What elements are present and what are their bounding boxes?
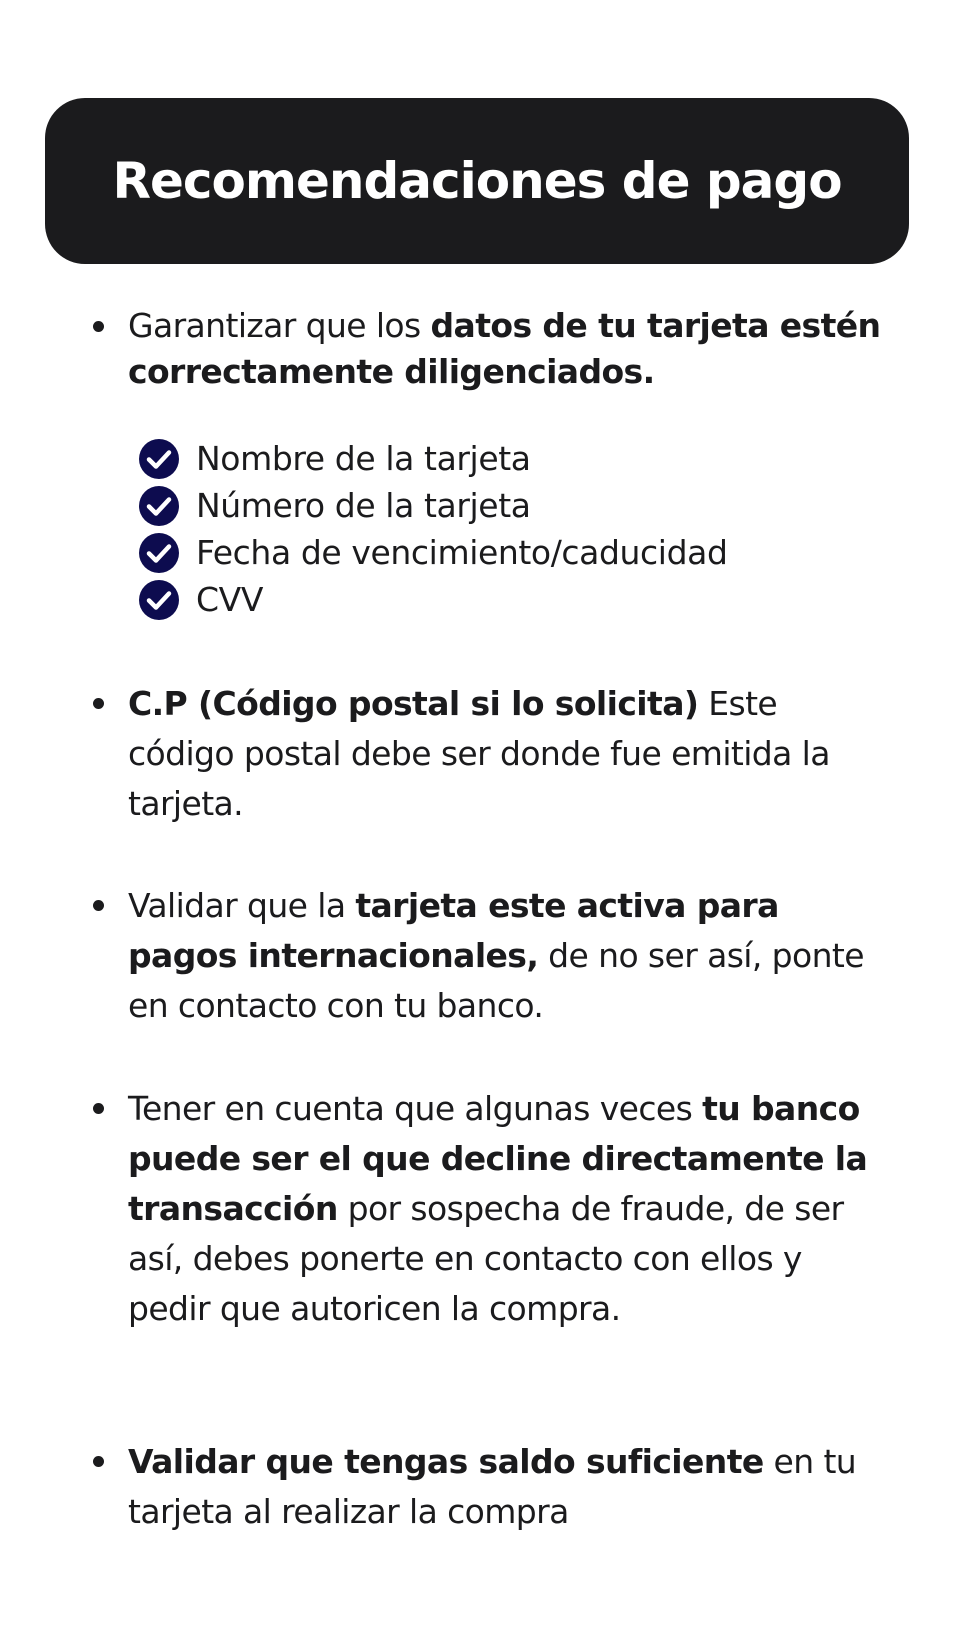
checklist-label: CVV [196,580,263,619]
text-run-bold: C.P (Código postal si lo solicita) [128,684,699,723]
list-item-text [128,303,888,395]
bullet-dot [93,1103,104,1114]
checklist-label: Fecha de vencimiento/caducidad [196,533,728,572]
text-run-bold: tarjeta este activa para pagos internacionales, [128,886,779,975]
text-run: por sospecha de fraude, de ser así, debes ponerte en contacto con ellos y pedir que autoricen la compra. [128,1189,844,1328]
check-circle-icon [138,579,180,621]
list-item-text [128,881,888,1031]
checklist-item [138,576,898,623]
bullet-dot [93,698,104,709]
text-run: Tener en cuenta que algunas veces [128,1089,703,1128]
checklist-label: Número de la tarjeta [196,486,531,525]
page-title: Recomendaciones de pago [112,152,842,210]
text-run: Validar que la [128,886,356,925]
bullet-dot [93,1456,104,1467]
card-checklist [138,435,898,623]
title-banner [45,98,909,264]
checklist-item [138,435,898,482]
check-circle-icon [138,532,180,574]
text-run: en tu tarjeta al realizar la compra [128,1442,857,1531]
bullet-dot [93,900,104,911]
check-circle-icon [138,485,180,527]
list-item-text [128,679,888,829]
checklist-item [138,482,898,529]
text-run-bold: tu banco puede ser el que decline directamente la transacción [128,1089,868,1228]
list-item-text [128,1437,888,1537]
text-run-bold: datos de tu tarjeta estén correctamente diligenciados. [128,306,881,391]
check-circle-icon [138,438,180,480]
text-run: Este código postal debe ser donde fue emitida la tarjeta. [128,684,830,823]
bullet-dot [93,321,104,332]
text-run: Garantizar que los [128,306,431,345]
checklist-label: Nombre de la tarjeta [196,439,531,478]
text-run: de no ser así, ponte en contacto con tu banco. [128,936,864,1025]
list-item-text [128,1084,888,1334]
text-run-bold: Validar que tengas saldo suficiente [128,1442,764,1481]
checklist-item [138,529,898,576]
